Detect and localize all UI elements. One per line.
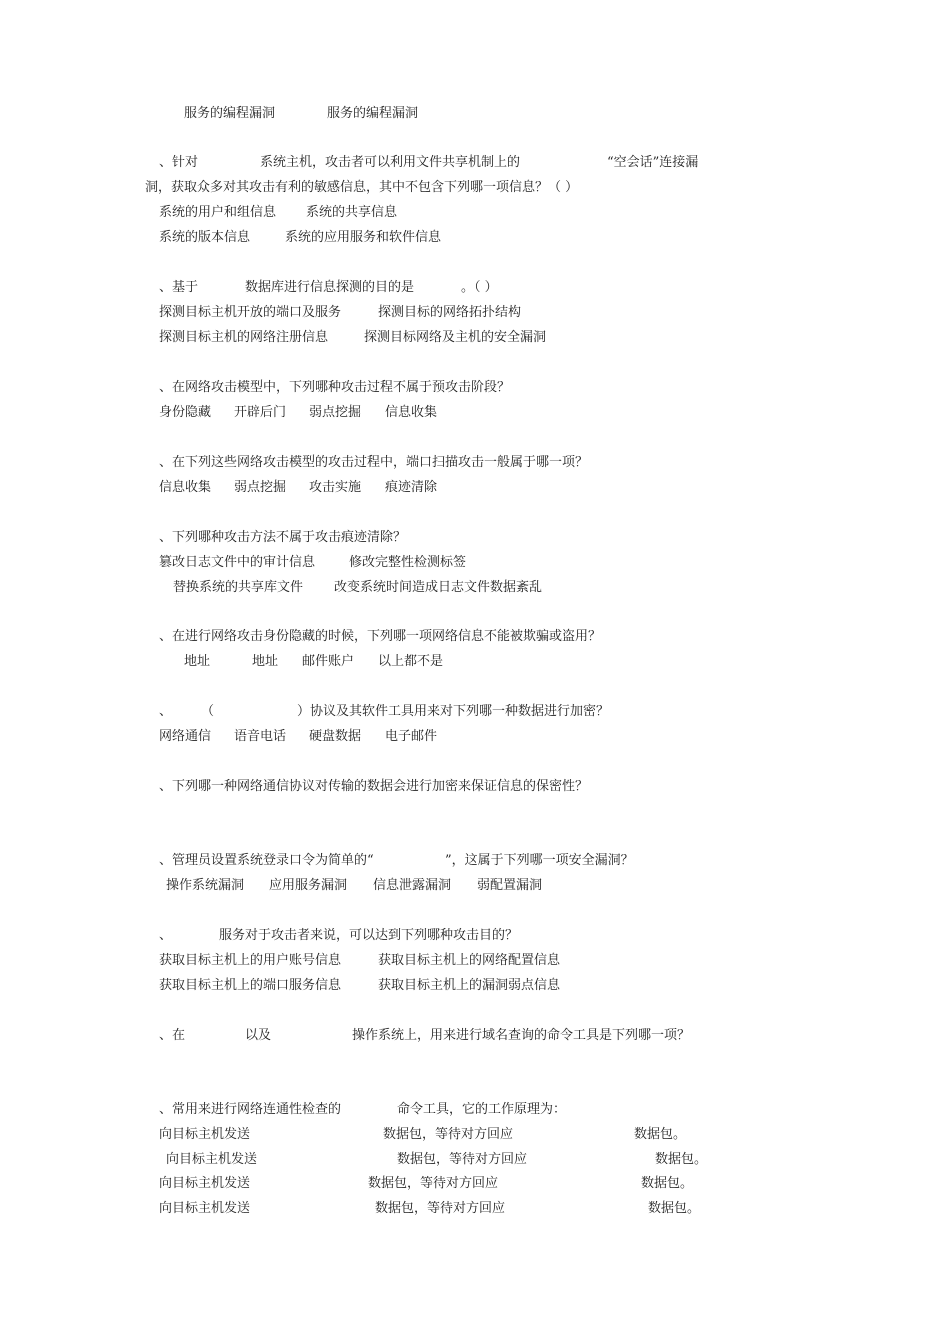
question-text: 数据库进行信息探测的目的是 [245,280,415,295]
option-text: 探测目标主机的网络注册信息 [159,330,329,345]
question-text: 、下列哪种攻击方法不属于攻击痕迹清除？ [159,530,407,545]
option-text: 身份隐藏 [159,405,212,420]
option-text: 信息收集 [385,405,438,420]
option-text: 攻击实施 [309,480,362,495]
question-text: 、在网络攻击模型中，下列哪种攻击过程不属于预攻击阶段？ [159,380,511,395]
option-text: 系统的版本信息 [159,230,251,245]
question-text: 系统主机，攻击者可以利用文件共享机制上的 [260,155,521,170]
option-text: 信息收集 [159,480,212,495]
option-text: 开辟后门 [234,405,287,420]
option-text: 语音电话 [234,729,287,744]
question-text: （ [201,704,215,719]
option-text: 弱点挖掘 [234,480,287,495]
question-text: 、在 [159,1028,186,1043]
option-text: 数据包，等待对方回应 [397,1152,528,1167]
option-text: 弱点挖掘 [309,405,362,420]
option-text: 系统的共享信息 [306,205,398,220]
option-text: 向目标主机发送 [159,1201,251,1216]
question-text: 、在下列这些网络攻击模型的攻击过程中，端口扫描攻击一般属于哪一项？ [159,455,589,470]
text-fragment: 服务的编程漏洞 [327,106,419,121]
option-text: 电子邮件 [385,729,438,744]
option-text: 数据包。 [655,1152,708,1167]
option-text: 修改完整性检测标签 [349,555,467,570]
question-text: 命令工具，它的工作原理为： [397,1102,567,1117]
option-text: 向目标主机发送 [166,1152,258,1167]
question-text: 、管理员设置系统登录口令为简单的“ [159,853,374,868]
option-text: 网络通信 [159,729,212,744]
option-text: 向目标主机发送 [159,1127,251,1142]
question-text: 、下列哪一种网络通信协议对传输的数据会进行加密来保证信息的保密性？ [159,779,589,794]
option-text: 向目标主机发送 [159,1176,251,1191]
option-text: 获取目标主机上的网络配置信息 [378,953,561,968]
question-text: 以及 [245,1028,272,1043]
option-text: 邮件账户 [302,654,355,669]
question-text: 、常用来进行网络连通性检查的 [159,1102,342,1117]
option-text: 数据包。 [648,1201,701,1216]
option-text: 数据包。 [634,1127,687,1142]
option-text: 探测目标主机开放的端口及服务 [159,305,342,320]
option-text: 数据包，等待对方回应 [383,1127,514,1142]
question-text: 、针对 [159,155,199,170]
option-text: 地址 [184,654,211,669]
option-text: 地址 [252,654,279,669]
option-text: 数据包。 [641,1176,694,1191]
question-text: 操作系统上，用来进行域名查询的命令工具是下列哪一项？ [352,1028,691,1043]
option-text: 系统的用户和组信息 [159,205,277,220]
text-fragment: 服务的编程漏洞 [184,106,276,121]
question-text: 、 [159,928,173,943]
option-text: 探测目标网络及主机的安全漏洞 [364,330,547,345]
question-text: 洞，获取众多对其攻击有利的敏感信息，其中不包含下列哪一项信息？（ ） [145,180,579,195]
option-text: 改变系统时间造成日志文件数据紊乱 [334,580,543,595]
question-text: 服务对于攻击者来说，可以达到下列哪种攻击目的？ [219,928,519,943]
option-text: 数据包，等待对方回应 [368,1176,499,1191]
option-text: 信息泄露漏洞 [373,878,452,893]
option-text: 硬盘数据 [309,729,362,744]
question-text: 。（ ） [461,280,498,295]
option-text: 以上都不是 [378,654,444,669]
question-text: ”，这属于下列哪一项安全漏洞？ [445,853,634,868]
question-text: 、基于 [159,280,199,295]
question-text: ）协议及其软件工具用来对下列哪一种数据进行加密？ [297,704,610,719]
option-text: 替换系统的共享库文件 [173,580,304,595]
question-text: 、 [159,704,173,719]
question-text: “空会话”连接漏 [607,155,699,170]
option-text: 弱配置漏洞 [477,878,543,893]
option-text: 获取目标主机上的用户账号信息 [159,953,342,968]
option-text: 痕迹清除 [385,480,438,495]
option-text: 获取目标主机上的漏洞弱点信息 [378,978,561,993]
option-text: 数据包，等待对方回应 [375,1201,506,1216]
option-text: 应用服务漏洞 [269,878,348,893]
option-text: 获取目标主机上的端口服务信息 [159,978,342,993]
option-text: 篡改日志文件中的审计信息 [159,555,316,570]
option-text: 探测目标的网络拓扑结构 [378,305,522,320]
option-text: 系统的应用服务和软件信息 [285,230,442,245]
question-text: 、在进行网络攻击身份隐藏的时候，下列哪一项网络信息不能被欺骗或盗用？ [159,629,602,644]
option-text: 操作系统漏洞 [166,878,245,893]
